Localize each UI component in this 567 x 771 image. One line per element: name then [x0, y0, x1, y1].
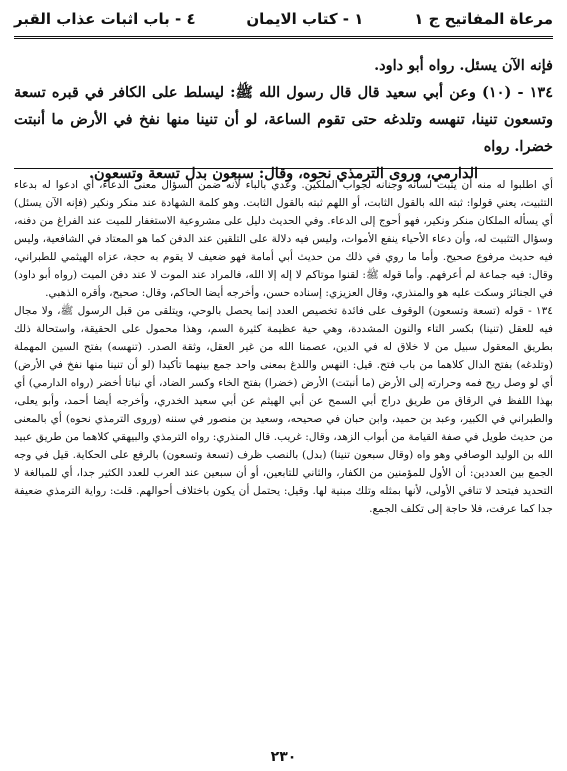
commentary-paragraph-2: ١٣٤ - قوله (تسعة وتسعون) الوقوف على فائدة تخصيص العدد إنما يحصل بالوحي، ويتلقى من قبل الرسول ﷺ، ولا مجال فيه للعقل (تنينا) بكسر التاء والنون المشددة، وهي حية عظيمة كثيرة السم، وهذا محمول على الحقيقة، واستحالة ذلك بطريق المعقول سبيل من لا خلاق له في الدين، عصمنا الله من غير العقل، وثقة الصدر. (تنهسه) بفتح السين المهملة (وتلدغه) بفتح الدال كلاهما من باب فتح. قيل: النهس واللدغ بمعنى واحد جمع بينهما تأكيدا (لو أن تنينا منها نفخ في الأرض) أي لو وصل ريح فمه وحرارته إلى الأرض (ما أنبتت) الأرض (خضرا) بفتح الخاء وكسر الضاد، أي نباتا أخضر (رواه الدارمي) أي بهذا اللفظ في الرقاق من طريق دراج أبي السمح عن أبي الهيثم عن أبي سعيد الخدري، وأخرجه أيضا أحمد، وأبو يعلى، والطبراني في الكبير، وعبد بن حميد، وابن حبان في صحيحه، وسعيد بن منصور في سننه (وروى الترمذي نحوه) أي بالمعنى من حديث طويل في صفة القيامة من أبواب الزهد، وقال: غريب. قال المنذري: رواه الترمذي والبيهقي كلاهما من طريق عبيد الله بن الوليد الوصافي وهو واه (وقال سبعون تنينا) (بدل) بالنصب ظرف (تسعة وتسعون) بالرفع على الحكاية. قيل في وجه الجمع بين العددين: أن الأول للمؤمنين من الكفار، والثاني للتابعين، أو أن سبعين عند العرب للعدد الكثير جدا، أي للمبالغة لا التحديد فيتحد لا تنافي الأولى، لأنها بمثله وتلك مبنية لها. وقيل: يحتمل أن يكون باختلاف أحوالهم. قلت: رواية الترمذي ضعيفة جدا كما عرفت، فلا حاجة إلى تكلف الجمع.: [14, 305, 553, 515]
page-number: ٢٣٠: [270, 749, 297, 765]
page-header: [14, 4, 553, 34]
commentary-text: [14, 176, 553, 736]
commentary-divider: [14, 168, 553, 169]
header-chapter: ١ - كتاب الايمان: [246, 10, 364, 28]
hadith-line-3: الدارمي، وروى الترمذي نحوه، وقال: سبعون بدل تسعة وتسعون.: [88, 165, 479, 182]
hadith-text: [14, 52, 553, 187]
hadith-line-1: فإنه الآن يسئل. رواه أبو داود.: [374, 57, 553, 74]
header-section: ٤ - باب اثبات عذاب القبر: [14, 10, 196, 28]
hadith-line-2: ١٣٤ - (١٠) وعن أبي سعيد قال قال رسول الله ﷺ: ليسلط على الكافر في قبره تسعة وتسعون تنينا، تنهسه وتلدغه حتى تقوم الساعة، لو أن تنينا منها نفخ في الأرض ما أنبتت خضرا. رواه: [14, 84, 553, 155]
header-divider: [14, 36, 553, 39]
commentary-paragraph-1: أي اطلبوا له منه أن يثبت لسانه وجنانه لجواب الملكين. وعدي بالباء لأنه ضمن السؤال معنى الدعاء، أي ادعوا له بدعاء التثبيت، يعني قولوا: ثبته الله بالقول الثابت، أو اللهم ثبته بالقول الثابت. وهو كلمة الشهادة عند منكر ونكير (فإنه الآن يسئل) أي يسأله الملكان منكر ونكير، فهو أحوج إلى الدعاء. وفي الحديث دليل على مشروعية الاستغفار للميت عند الفراغ من دفنه، وسؤال التثبيت له، وأن دعاء الأحياء ينفع الأموات، وليس فيه دلالة على التلقين عند الدفن كما هو المعتاد في الشافعية، وليس فيه حديث مرفوع صحيح. وأما ما روي في ذلك من حديث أبي أمامة فهو ضعيف لا يقوم به حجة، عزاه الهيثمي للطبراني، وقال: فيه جماعة لم أعرفهم. وأما قوله ﷺ: لقنوا موتاكم لا إله إلا الله، فالمراد عند الموت لا عند دفن الميت (رواه أبو داود) في الجنائز وسكت عليه هو والمنذري، وقال العزيزي: إسناده حسن، وأخرجه أيضا الحاكم، وقال: صحيح، وأقره الذهبي.: [14, 179, 553, 299]
header-book-title: مرعاة المفاتيح ج ١: [414, 10, 553, 28]
